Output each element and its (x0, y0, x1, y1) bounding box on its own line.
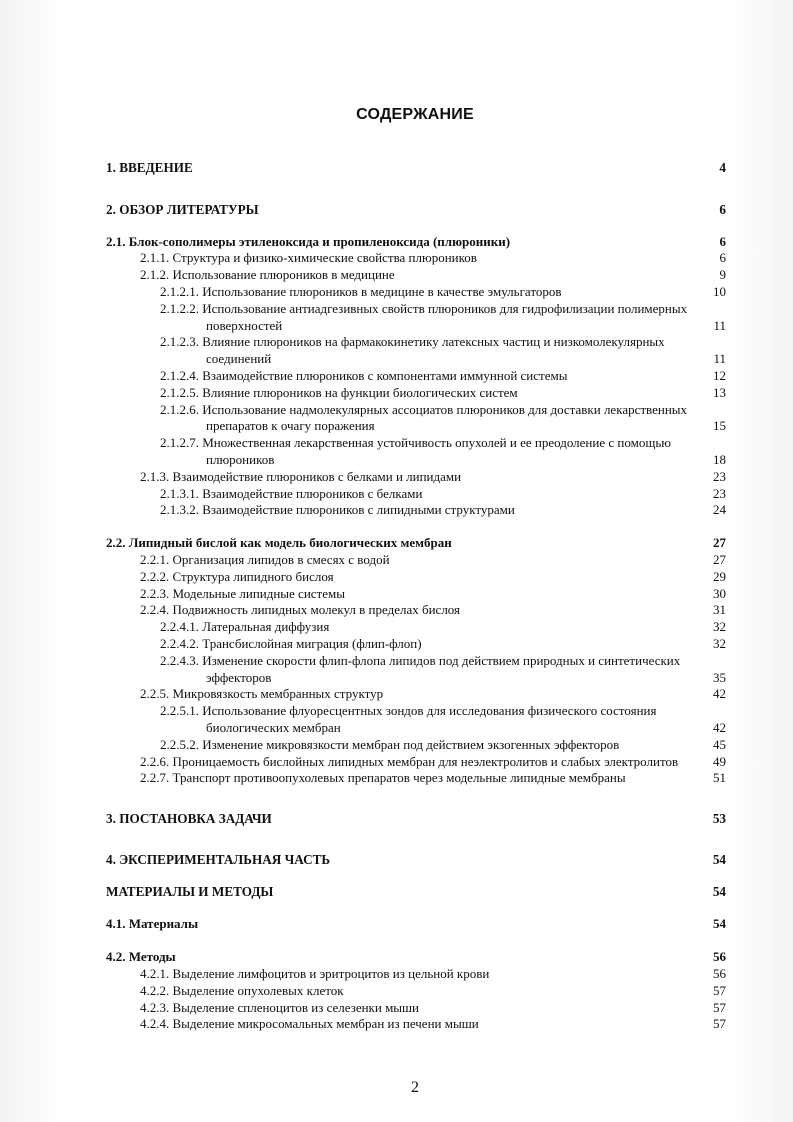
toc-entry-text: 3. ПОСТАНОВКА ЗАДАЧИ (106, 811, 272, 827)
toc-entry-page: 23 (713, 485, 726, 501)
toc-entry-text: МАТЕРИАЛЫ И МЕТОДЫ (106, 883, 274, 899)
toc-entry (106, 754, 726, 771)
toc-entry (106, 1016, 726, 1033)
toc-entry (106, 966, 726, 983)
scan-shadow-right (731, 0, 793, 1122)
toc-entry-page: 10 (713, 283, 726, 299)
toc-entry-text: 2.2.5. Микровязкость мембранных структур (140, 686, 384, 702)
toc-entry-text: 2.2. Липидный бислой как модель биологических мембран (106, 535, 452, 551)
toc-entry-text: 2.2.5.1. Использование флуоресцентных зондов для исследования физического состояния биологических мембран (160, 703, 657, 735)
toc-entry-text: 4.2.4. Выделение микросомальных мембран из печени мыши (140, 1016, 479, 1032)
toc-entry (106, 636, 726, 653)
toc-entry-page: 18 (713, 451, 726, 467)
toc-entry (106, 737, 726, 754)
toc-entry (106, 852, 726, 869)
toc-entry-page: 29 (713, 568, 726, 584)
toc-entry-text: 2.1.2.6. Использование надмолекулярных ассоциатов плюроников для доставки лекарственных препаратов к очагу поражения (160, 401, 688, 434)
toc-entry-text: 1. ВВЕДЕНИЕ (106, 160, 193, 175)
toc-entry-text: 4.1. Материалы (106, 916, 199, 932)
table-of-contents (106, 160, 726, 1033)
toc-entry-page: 53 (712, 811, 726, 827)
toc-entry-page: 32 (713, 635, 726, 651)
toc-entry-page: 32 (713, 619, 726, 635)
toc-entry-page: 13 (713, 384, 726, 400)
toc-entry-text: 4.2.3. Выделение спленоцитов из селезенки мыши (140, 999, 420, 1015)
scan-shadow-left (0, 0, 62, 1122)
toc-entry (106, 502, 726, 519)
toc-entry (106, 535, 726, 552)
toc-entry-text: 2.2.1. Организация липидов в смесях с водой (140, 551, 390, 567)
toc-entry (106, 402, 726, 436)
toc-entry (106, 469, 726, 486)
toc-entry (106, 552, 726, 569)
toc-entry-page: 56 (713, 966, 726, 982)
toc-entry-page: 30 (713, 585, 726, 601)
toc-entry (106, 949, 726, 966)
toc-entry-page: 4 (719, 160, 726, 175)
page-title: СОДЕРЖАНИЕ (356, 106, 474, 123)
toc-entry (106, 160, 726, 177)
toc-entry-page: 15 (713, 418, 726, 434)
toc-entry-text: 2.1.3.1. Взаимодействие плюроников с белками (160, 485, 423, 501)
toc-entry-text: 4. ЭКСПЕРИМЕНТАЛЬНАЯ ЧАСТЬ (106, 851, 331, 867)
toc-entry-page: 42 (713, 719, 726, 735)
toc-entry-page: 11 (713, 351, 726, 367)
toc-entry (106, 250, 726, 267)
toc-entry-text: 2.2.7. Транспорт противоопухолевых препаратов через модельные липидные мембраны (140, 770, 626, 786)
toc-entry-page: 57 (713, 982, 726, 998)
toc-entry-page: 49 (713, 753, 726, 769)
toc-entry-text: 2.2.4.1. Латеральная диффузия (160, 619, 330, 635)
toc-entry-text: 2.1.2.1. Использование плюроников в медицине в качестве эмульгаторов (160, 283, 562, 299)
toc-entry-text: 2.1.2.2. Использование антиадгезивных свойств плюроников для гидрофилизации полимерных поверхностей (160, 300, 688, 333)
toc-entry (106, 703, 726, 737)
toc-entry-page: 57 (713, 1016, 726, 1032)
toc-entry-text: 2.2.4.3. Изменение скорости флип-флопа липидов под действием природных и синтетических эффекторов (160, 652, 681, 685)
toc-entry (106, 202, 726, 219)
toc-entry (106, 653, 726, 687)
toc-entry (106, 586, 726, 603)
toc-entry-page: 6 (719, 201, 726, 217)
toc-entry-text: 2.1.3. Взаимодействие плюроников с белками и липидами (140, 468, 462, 484)
toc-entry (106, 368, 726, 385)
toc-entry-page: 12 (713, 367, 726, 383)
toc-entry (106, 619, 726, 636)
toc-entry-text: 2.1.2.3. Влияние плюроников на фармакокинетику латексных частиц и низкомолекулярных соединений (160, 334, 665, 367)
toc-entry-page: 56 (713, 949, 726, 965)
toc-entry-text: 4.2.2. Выделение опухолевых клеток (140, 982, 344, 998)
toc-entry-text: 2.2.4. Подвижность липидных молекул в пределах бислоя (140, 602, 461, 618)
toc-entry-page: 54 (712, 883, 726, 899)
toc-entry-text: 4.2.1. Выделение лимфоцитов и эритроцитов из цельной крови (140, 966, 490, 982)
toc-entry-text: 2.2.4.2. Трансбислойная миграция (флип-флоп) (160, 635, 422, 651)
toc-entry-text: 2.1.1. Структура и физико-химические свойства плюроников (140, 250, 477, 266)
toc-entry-text: 2.1.2. Использование плюроников в медицине (140, 267, 395, 283)
toc-entry-text: 2.2.2. Структура липидного бислоя (140, 568, 334, 584)
toc-entry (106, 385, 726, 402)
toc-entry-page: 9 (719, 267, 726, 283)
toc-entry (106, 602, 726, 619)
toc-entry (106, 284, 726, 301)
toc-entry (106, 301, 726, 335)
toc-entry (106, 435, 726, 469)
toc-entry-page: 27 (713, 551, 726, 567)
toc-entry-text: 2.1.2.5. Влияние плюроников на функции биологических систем (160, 384, 518, 400)
toc-entry-text: 2. ОБЗОР ЛИТЕРАТУРЫ (106, 201, 259, 217)
toc-entry (106, 770, 726, 787)
toc-entry-page: 57 (713, 999, 726, 1015)
toc-entry-text: 2.2.5.2. Изменение микровязкости мембран под действием экзогенных эффекторов (160, 736, 620, 752)
toc-entry-page: 54 (712, 851, 726, 867)
toc-entry-page: 45 (713, 736, 726, 752)
toc-entry (106, 686, 726, 703)
toc-entry-text: 4.2. Методы (106, 949, 176, 965)
toc-entry (106, 884, 726, 901)
toc-entry-page: 23 (713, 468, 726, 484)
toc-entry (106, 983, 726, 1000)
toc-entry-text: 2.1.3.2. Взаимодействие плюроников с липидными структурами (160, 502, 515, 518)
toc-entry-page: 51 (713, 770, 726, 786)
toc-entry-page: 27 (713, 535, 726, 551)
toc-entry-text: 2.1.2.7. Множественная лекарственная устойчивость опухолей и ее преодоление с помощью плюроников (160, 435, 671, 467)
toc-entry (106, 234, 726, 251)
toc-entry-text: 2.2.6. Проницаемость бислойных липидных мембран для неэлектролитов и слабых электролитов (140, 753, 679, 769)
toc-entry-page: 42 (713, 686, 726, 702)
toc-entry-text: 2.2.3. Модельные липидные системы (140, 585, 345, 601)
toc-entry-page: 31 (713, 602, 726, 618)
toc-entry-text: 2.1. Блок-сополимеры этиленоксида и пропиленоксида (плюроники) (106, 233, 511, 249)
toc-entry-page: 54 (713, 916, 726, 932)
toc-entry-page: 35 (713, 669, 726, 685)
toc-entry-page: 6 (719, 233, 726, 249)
toc-entry (106, 1000, 726, 1017)
toc-entry-page: 24 (713, 502, 726, 518)
toc-entry (106, 811, 726, 828)
toc-entry (106, 267, 726, 284)
toc-entry-text: 2.1.2.4. Взаимодействие плюроников с компонентами иммунной системы (160, 367, 568, 383)
page-number: 2 (411, 1079, 419, 1096)
toc-entry-page: 6 (719, 250, 726, 266)
toc-entry (106, 569, 726, 586)
toc-entry (106, 486, 726, 503)
toc-entry (106, 916, 726, 933)
toc-entry-page: 11 (713, 317, 726, 333)
toc-entry (106, 334, 726, 368)
